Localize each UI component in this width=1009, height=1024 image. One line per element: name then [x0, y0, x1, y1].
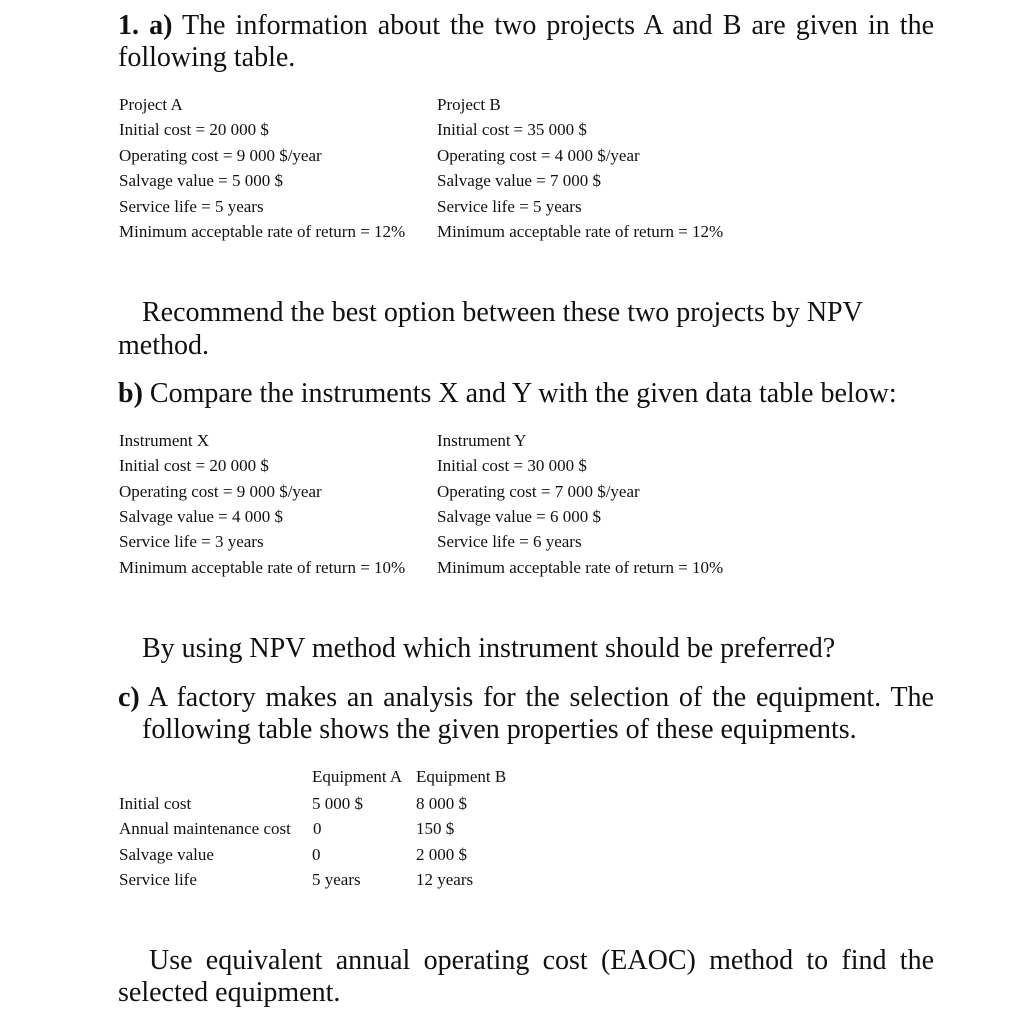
project-a-initial-cost: Initial cost = 20 000 $	[119, 120, 269, 139]
project-b-initial-cost: Initial cost = 35 000 $	[437, 120, 587, 139]
question-number: 1.	[118, 10, 139, 41]
part-b-intro	[118, 378, 897, 410]
part-a-intro-text: The information about the two projects A and B are given in the	[181, 10, 935, 41]
table-row-label: Initial cost	[119, 794, 192, 813]
project-b-header: Project B	[437, 95, 501, 114]
instrument-y-service-life: Service life = 6 years	[437, 532, 582, 551]
part-a-label: a)	[149, 10, 173, 41]
table-row-label: Service life	[119, 870, 197, 889]
instrument-x-header: Instrument X	[119, 431, 210, 450]
instrument-x-marr: Minimum acceptable rate of return = 10%	[119, 558, 406, 577]
project-a-marr: Minimum acceptable rate of return = 12%	[119, 222, 406, 241]
project-a-service-life: Service life = 5 years	[119, 197, 264, 216]
table-row-label: Annual maintenance cost	[119, 819, 291, 838]
table-cell-equipment-b: 8 000 $	[416, 794, 467, 813]
instrument-y-salvage-value: Salvage value = 6 000 $	[437, 507, 601, 526]
part-c-intro-line1	[118, 682, 934, 714]
instrument-y-operating-cost: Operating cost = 7 000 $/year	[437, 482, 640, 501]
table-row-label: Salvage value	[119, 845, 214, 864]
project-a-header: Project A	[119, 95, 183, 114]
project-b-marr: Minimum acceptable rate of return = 12%	[437, 222, 724, 241]
project-b-service-life: Service life = 5 years	[437, 197, 582, 216]
part-c-intro-line2: following table shows the given properties of these equipments.	[142, 714, 857, 745]
project-a-salvage-value: Salvage value = 5 000 $	[119, 171, 283, 190]
table-cell-equipment-a: 0	[313, 819, 322, 838]
part-c-question-line1: Use equivalent annual operating cost (EAOC) method to find the	[149, 945, 934, 976]
part-a-intro-line2: following table.	[118, 42, 296, 73]
instrument-x-initial-cost: Initial cost = 20 000 $	[119, 456, 269, 475]
table-cell-equipment-a: 5 years	[312, 870, 361, 889]
instrument-y-initial-cost: Initial cost = 30 000 $	[437, 456, 587, 475]
table-cell-equipment-b: 12 years	[416, 870, 474, 889]
table-cell-equipment-b: 150 $	[416, 819, 455, 838]
part-a-intro-line1	[118, 10, 934, 42]
equipment-a-column-header: Equipment A	[312, 767, 403, 786]
part-a-question-line2: method.	[118, 330, 209, 361]
part-c-question-line2: selected equipment.	[118, 977, 341, 1008]
part-c-label: c)	[118, 682, 140, 713]
part-b-intro-text: Compare the instruments X and Y with the given data table below:	[149, 378, 897, 409]
instrument-y-marr: Minimum acceptable rate of return = 10%	[437, 558, 724, 577]
table-cell-equipment-a: 5 000 $	[312, 794, 363, 813]
project-a-operating-cost: Operating cost = 9 000 $/year	[119, 146, 322, 165]
equipment-b-column-header: Equipment B	[416, 767, 507, 786]
project-b-salvage-value: Salvage value = 7 000 $	[437, 171, 601, 190]
part-c-intro-text: A factory makes an analysis for the selection of the equipment. The	[148, 682, 934, 713]
table-cell-equipment-b: 2 000 $	[416, 845, 467, 864]
instrument-x-operating-cost: Operating cost = 9 000 $/year	[119, 482, 322, 501]
instrument-x-service-life: Service life = 3 years	[119, 532, 264, 551]
project-b-operating-cost: Operating cost = 4 000 $/year	[437, 146, 640, 165]
instrument-x-salvage-value: Salvage value = 4 000 $	[119, 507, 283, 526]
part-b-question: By using NPV method which instrument should be preferred?	[142, 633, 836, 664]
part-a-question-line1: Recommend the best option between these two projects by NPV	[142, 297, 863, 328]
table-cell-equipment-a: 0	[312, 845, 321, 864]
instrument-y-header: Instrument Y	[437, 431, 527, 450]
part-b-label: b)	[118, 378, 143, 409]
